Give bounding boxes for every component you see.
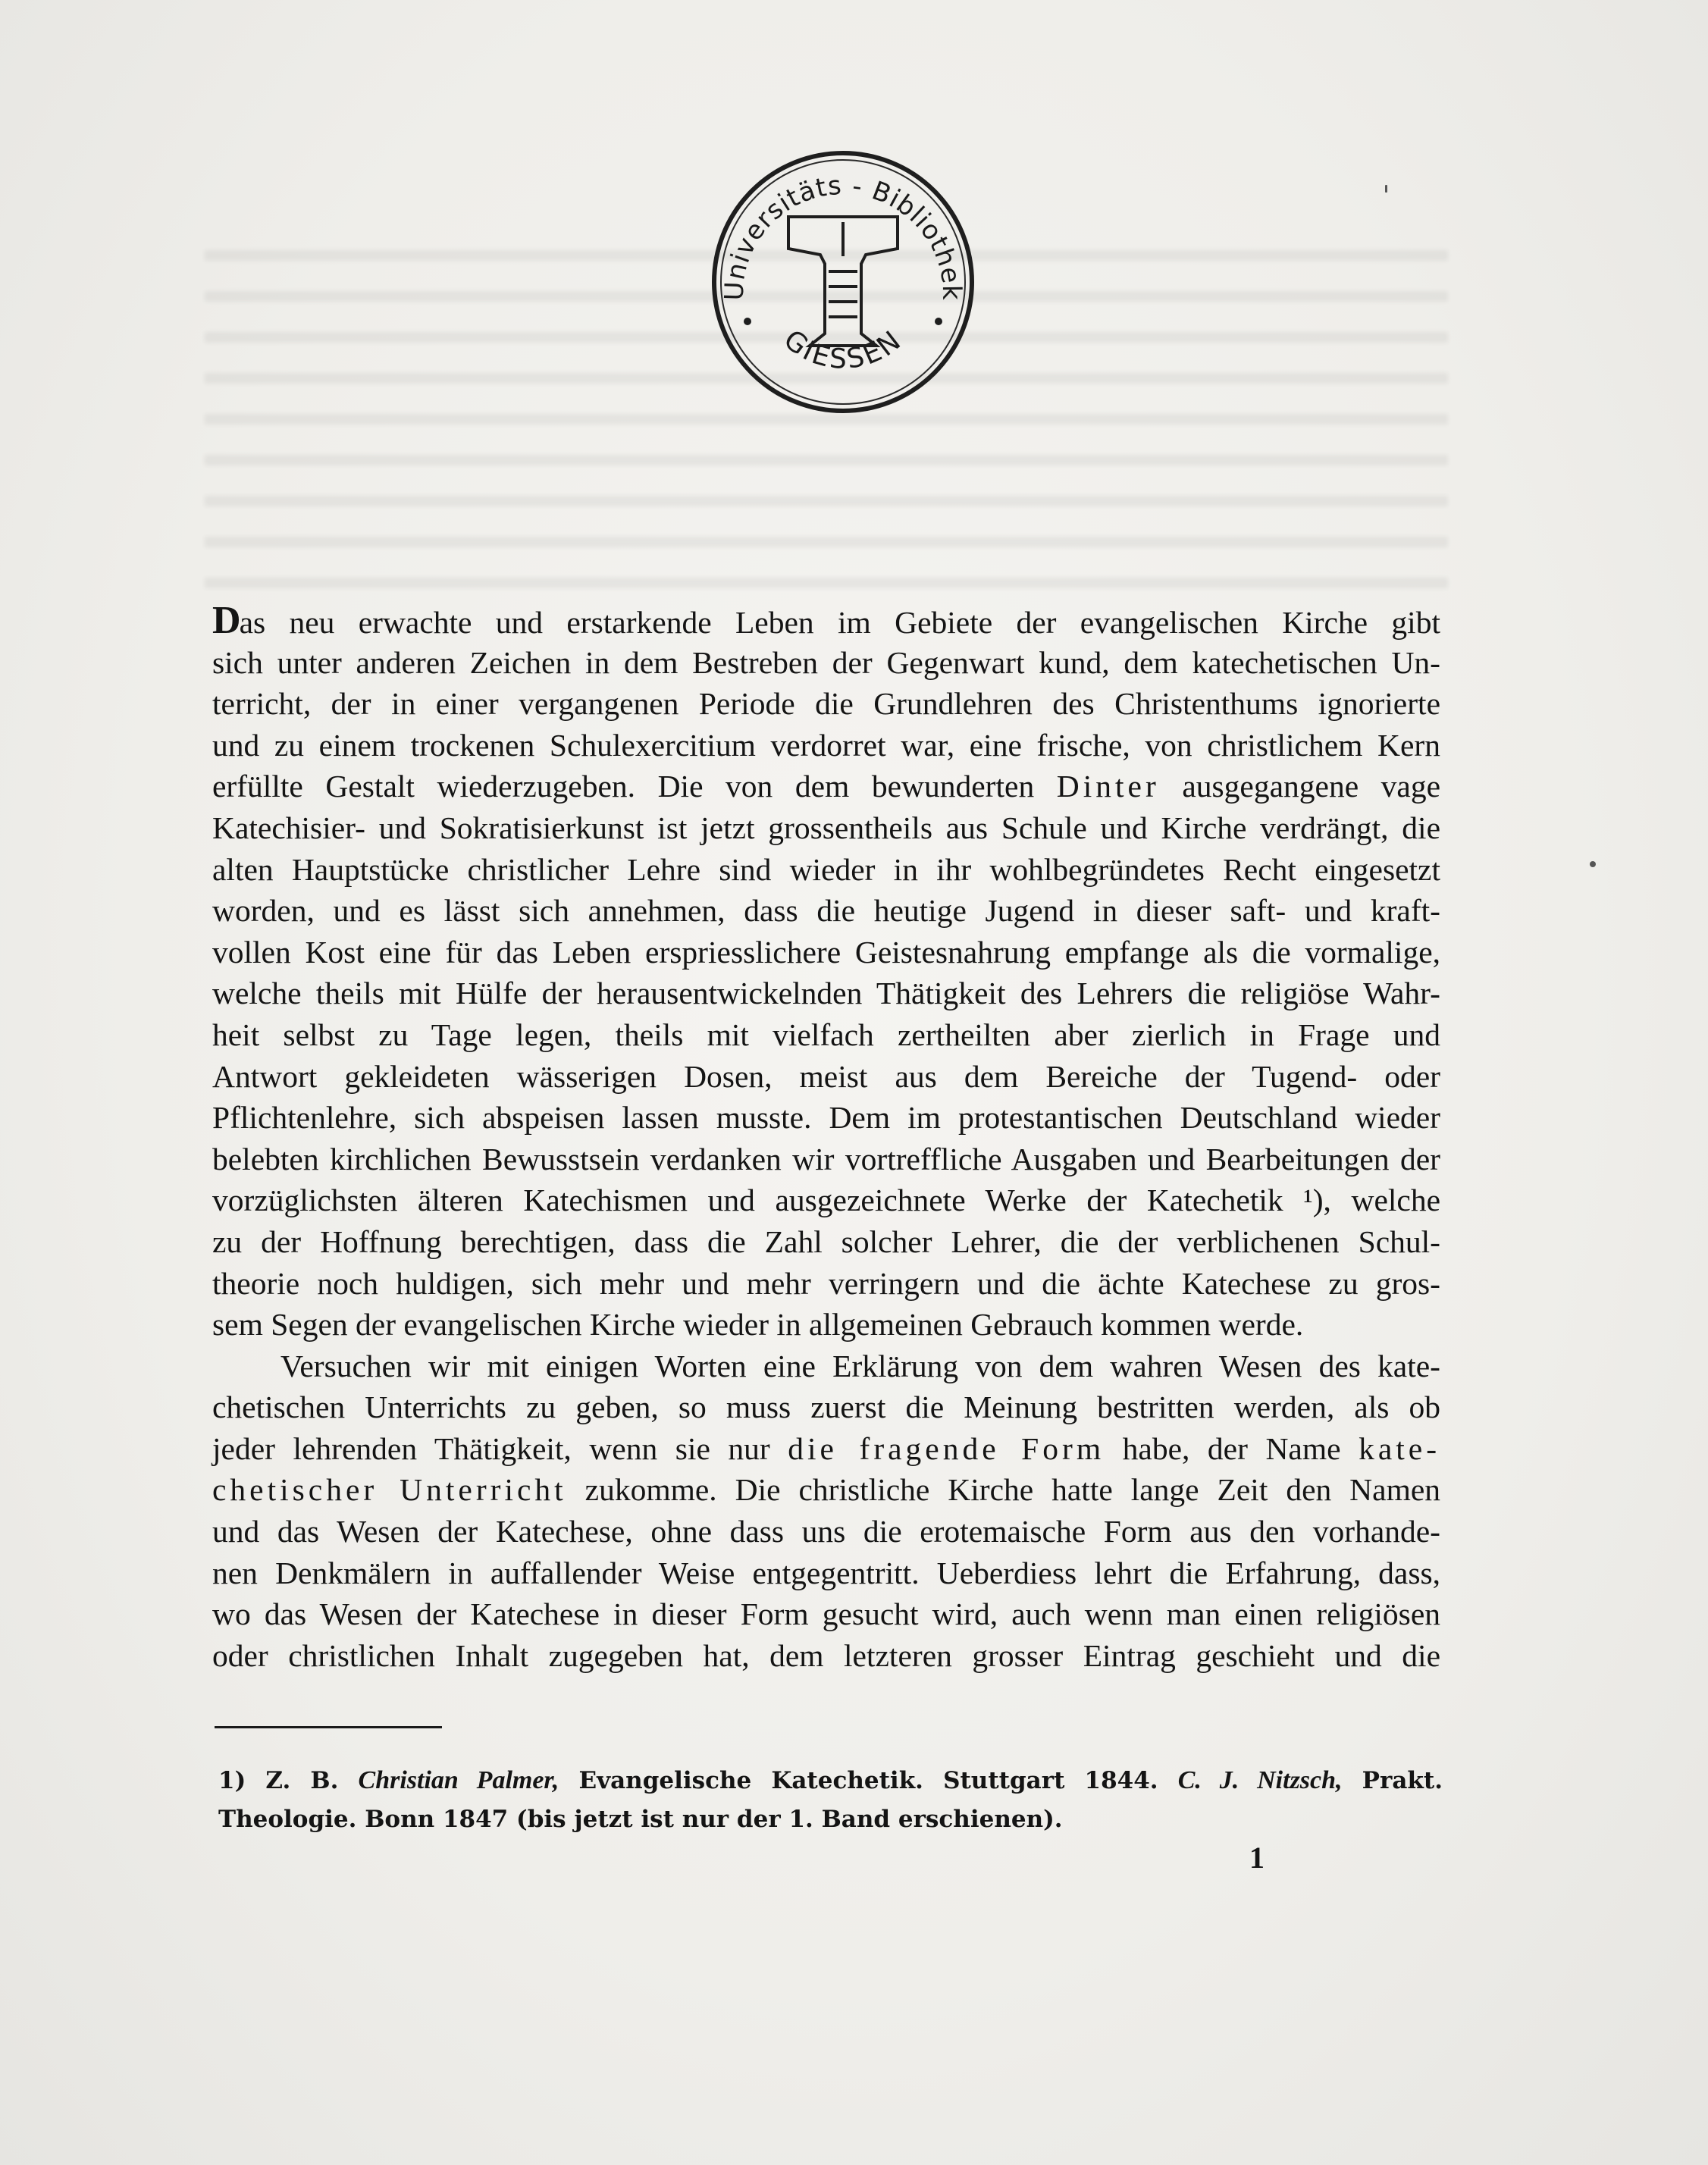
text-line: heit selbst zu Tage legen, theils mit vielfach zertheilten aber zierlich in Frage und	[212, 1017, 1440, 1052]
spaced-emphasis: chetischer Unterricht	[212, 1472, 567, 1508]
main-text	[212, 600, 1440, 1676]
author-name: C. J. Nitzsch,	[1177, 1766, 1343, 1794]
text-line: chetischen Unterrichts zu geben, so muss zuerst die Meinung bestritten werden, als ob	[212, 1390, 1440, 1425]
text-line: alten Hauptstücke christlicher Lehre sind wieder in ihr wohlbegründetes Recht eingesetzt	[212, 851, 1440, 887]
stamp-text-top: Universitäts - Bibliothek	[719, 170, 967, 302]
text-line: Versuchen wir mit einigen Worten eine Erklärung von dem wahren Wesen des kate-	[280, 1348, 1440, 1383]
text-line: Katechisier- und Sokratisierkunst ist jetzt grossentheils aus Schule und Kirche verdrängt, die	[212, 810, 1440, 845]
paragraph-1	[212, 600, 1440, 1346]
text-line: terricht, der in einer vergangenen Periode die Grundlehren des Christenthums ignorierte	[212, 686, 1440, 722]
text-line: vollen Kost eine für das Leben erspriesslichere Geistesnahrung empfange als die vormalige,	[212, 934, 1440, 970]
footnote-line: Theologie. Bonn 1847 (bis jetzt ist nur der 1. Band erschienen).	[218, 1806, 1063, 1833]
text-line: chetischer Unterricht zukomme. Die christliche Kirche hatte lange Zeit den Namen	[212, 1472, 1441, 1508]
spaced-emphasis: Dinter	[1056, 769, 1160, 804]
paragraph-2	[212, 1346, 1440, 1677]
text-line: vorzüglichsten älteren Katechismen und ausgezeichnete Werke der Katechetik ¹), welche	[212, 1183, 1440, 1218]
svg-text:GIESSEN	[778, 324, 908, 376]
spaced-emphasis: die fragende Form	[788, 1430, 1105, 1466]
text-line: worden, und es lässt sich annehmen, dass die heutige Jugend in dieser saft- und kraft-	[212, 893, 1440, 929]
author-name: Christian Palmer,	[358, 1766, 559, 1794]
text-line: Pflichtenlehre, sich abspeisen lassen musste. Dem im protestantischen Deutschland wieder	[212, 1100, 1440, 1136]
text-line: sem Segen der evangelischen Kirche wieder in allgemeinen Gebrauch kommen werde.	[212, 1307, 1304, 1343]
stamp-text-bottom: GIESSEN	[777, 324, 909, 376]
text-line: erfüllte Gestalt wiederzugeben. Die von dem bewunderten Dinter ausgegangene vage	[212, 769, 1441, 804]
text-line: nen Denkmälern in auffallender Weise entgegentritt. Ueberdiess lehrt die Erfahrung, dass,	[212, 1555, 1440, 1590]
text-line: Das neu erwachte und erstarkende Leben im Gebiete der evangelischen Kirche gibt	[212, 599, 1440, 642]
text-line: oder christlichen Inhalt zugegeben hat, dem letzteren grosser Eintrag geschieht und die	[212, 1637, 1440, 1673]
library-stamp	[704, 143, 982, 421]
page-number: 1	[1249, 1841, 1265, 1875]
dust-speck	[1385, 185, 1387, 193]
spaced-emphasis: kate-	[1359, 1430, 1441, 1466]
text-line: Antwort gekleideten wässerigen Dosen, meist aus dem Bereiche der Tugend- oder	[212, 1058, 1440, 1094]
drop-cap: D	[212, 599, 240, 642]
text-line: sich unter anderen Zeichen in dem Bestreben der Gegenwart kund, dem katechetischen Un-	[212, 644, 1440, 680]
text-line: welche theils mit Hülfe der herausentwickelnden Thätigkeit des Lehrers die religiöse Wahr-	[212, 976, 1440, 1011]
text-line: belebten kirchlichen Bewusstsein verdanken wir vortreffliche Ausgaben und Bearbeitungen der	[212, 1141, 1440, 1176]
dust-speck	[1590, 861, 1596, 867]
text-line: zu der Hoffnung berechtigen, dass die Zahl solcher Lehrer, die der verblichenen Schul-	[212, 1223, 1440, 1259]
text-line: jeder lehrenden Thätigkeit, wenn sie nur die fragende Form habe, der Name kate-	[212, 1430, 1441, 1466]
footnote-line: 1) Z. B. Christian Palmer, Evangelische Katechetik. Stuttgart 1844. C. J. Nitzsch, Prakt.	[218, 1766, 1443, 1794]
text-line: und zu einem trockenen Schulexercitium verdorret war, eine frische, von christlichem Kern	[212, 727, 1440, 763]
text-line: wo das Wesen der Katechese in dieser Form gesucht wird, auch wenn man einen religiösen	[212, 1596, 1440, 1632]
text-line: theorie noch huldigen, sich mehr und mehr verringern und die ächte Katechese zu gros-	[212, 1265, 1440, 1301]
footnote	[218, 1761, 1443, 1839]
text-line: und das Wesen der Katechese, ohne dass uns die erotemaische Form aus den vorhande-	[212, 1514, 1440, 1549]
tau-cross-emblem	[788, 217, 898, 346]
footnote-divider	[215, 1726, 442, 1728]
